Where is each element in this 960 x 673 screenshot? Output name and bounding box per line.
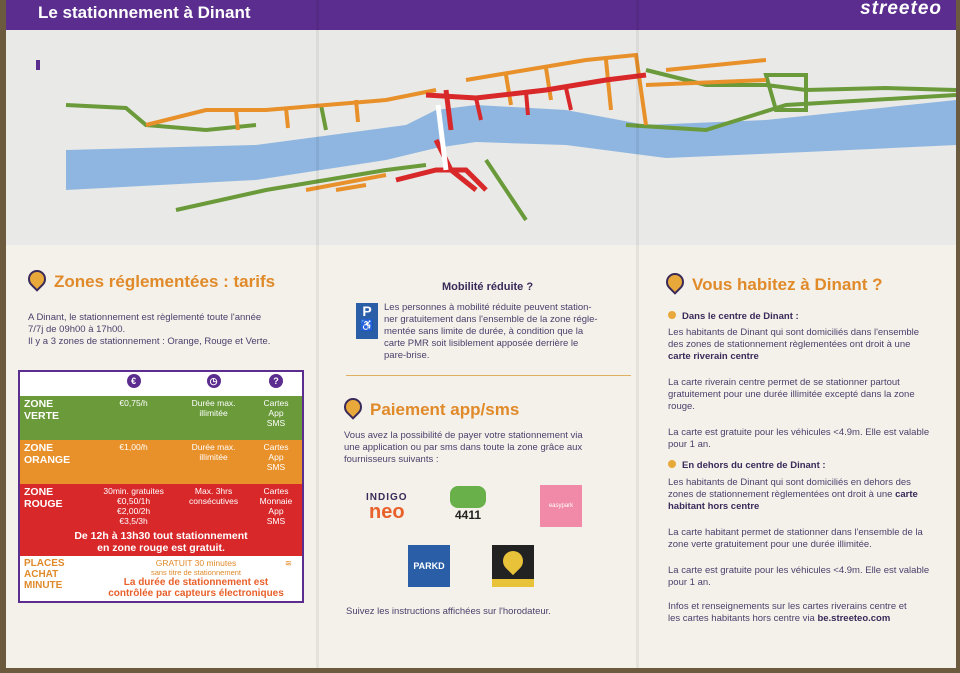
payment-method: Cartes: [263, 442, 289, 452]
zone-price: 30min. gratuites: [103, 486, 164, 496]
paiement-text: [344, 430, 629, 466]
habitez-hors-text: [668, 477, 956, 625]
mobilite-line: Les personnes à mobilité réduite peuvent station-: [384, 302, 592, 313]
places-free-sub: sans titre de stationnement: [150, 568, 242, 577]
mobilite-line: mentée sans limite de durée, à condition que la: [384, 326, 584, 337]
rouge-note: en zone rouge est gratuit.: [97, 542, 225, 554]
zone-price: €2,00/2h: [117, 506, 151, 516]
places-note: La durée de stationnement est: [123, 577, 269, 588]
habitez-line: La carte habitant permet de stationner dans l'ensemble de la: [668, 527, 923, 538]
zone-price: €0,75/h: [119, 398, 148, 408]
zone-duration: Durée max.: [191, 442, 236, 452]
intro-line: 7/7j de 09h00 à 17h00.: [28, 324, 126, 335]
habitez-line: Les habitants de Dinant qui sont domiciliés dans l'ensemble: [668, 327, 920, 338]
places-achat-row: [19, 556, 303, 602]
wifi-sensor-icon: ≋: [284, 558, 292, 568]
sub-title: En dehors du centre de Dinant :: [682, 460, 826, 471]
zone-price: €1,00/h: [119, 442, 148, 452]
paiement-title: Paiement app/sms: [370, 400, 520, 419]
indigo-neo-logo: [366, 492, 408, 521]
payment-method: SMS: [266, 418, 286, 428]
4411-code: 4411: [454, 508, 482, 522]
payment-method: App: [268, 452, 284, 462]
places-note: contrôlée par capteurs électroniques: [108, 588, 284, 599]
zone-label: ZONE: [24, 486, 54, 498]
places-free: GRATUIT 30 minutes: [155, 558, 237, 568]
zone-label: ORANGE: [24, 454, 71, 466]
tarifs-header: [19, 371, 303, 396]
habitez-sub-hors: [668, 460, 826, 471]
parking-zone-map: [6, 30, 956, 245]
brand-logo: streeteo: [860, 0, 942, 19]
question-icon: ?: [269, 374, 283, 388]
neo-text: neo: [369, 501, 405, 523]
carte-habitant: carte: [895, 489, 918, 500]
habitez-line: pour 1 an.: [668, 577, 711, 588]
paiement-line: une application ou par sms dans toute la zone grâce aux: [344, 442, 583, 453]
paiement-heading: [344, 398, 519, 420]
zone-rouge-note-row: [19, 528, 303, 556]
habitez-line: La carte est gratuite pour les véhicules <4.9m. Elle est valable: [668, 565, 930, 576]
habitez-line: Les habitants de Dinant qui sont domiciliés en dehors des: [668, 477, 911, 488]
habitez-heading: [666, 273, 882, 295]
zone-duration: illimitée: [199, 408, 228, 418]
mobilite-title: Mobilité réduite ?: [442, 281, 534, 293]
payment-method: SMS: [266, 516, 286, 526]
intro-line: A Dinant, le stationnement est règlementé toute l'année: [28, 312, 262, 323]
zone-label: VERTE: [24, 410, 60, 422]
zone-rouge-row: [19, 484, 303, 528]
habitez-line: les cartes habitants hors centre via: [668, 613, 815, 624]
mobilite-text: [384, 302, 634, 362]
zone-label: ZONE: [24, 398, 54, 410]
payment-method: Cartes: [263, 398, 289, 408]
payment-method: App: [268, 408, 284, 418]
habitez-line: gratuitement pour une durée illimitée excepté dans la zone: [668, 389, 915, 400]
easypark-logo: easypark: [540, 485, 582, 527]
clock-icon: ◷: [207, 374, 221, 388]
bullet-icon: [668, 311, 676, 319]
leaflet-title: Le stationnement à Dinant: [38, 3, 251, 22]
habitez-line: pour 1 an.: [668, 439, 711, 450]
mobilite-line: pare-brise.: [384, 350, 430, 361]
fold-line: [316, 0, 319, 668]
zones-intro: [28, 312, 308, 348]
fold-line: [636, 0, 639, 668]
habitez-line: des zones de stationnement règlementées ont droit à une: [668, 339, 911, 350]
bullet-icon: [668, 460, 676, 468]
places-label: MINUTE: [24, 580, 63, 591]
streeteo-website-link[interactable]: be.streeteo.com: [817, 613, 891, 624]
rouge-note: De 12h à 13h30 tout stationnement: [74, 530, 248, 542]
parking-pin-icon: [499, 547, 527, 575]
paiement-line: Vous avez la possibilité de payer votre stationnement via: [344, 430, 583, 441]
location-pin-icon: [662, 269, 687, 294]
payment-method: Cartes: [263, 486, 289, 496]
sub-title: Dans le centre de Dinant :: [682, 311, 799, 322]
parkd-logo: PARKD: [408, 545, 450, 587]
habitez-line: zones de stationnement règlementées ont droit à une: [668, 489, 893, 500]
location-pin-icon: [340, 394, 365, 419]
zone-label: ROUGE: [24, 498, 63, 510]
places-label: PLACES: [24, 558, 65, 569]
zone-duration: Max. 3hrs: [194, 486, 233, 496]
zone-duration: Durée max.: [191, 398, 236, 408]
habitez-line: zone verte gratuitement pour une durée illimitée.: [668, 539, 872, 550]
zone-price: €0,50/1h: [117, 496, 151, 506]
mobilite-line: ner gratuitement dans l'ensemble de la zone régle-: [384, 314, 598, 325]
payment-method: Monnaie: [259, 496, 293, 506]
divider: [346, 375, 631, 376]
zone-label: ZONE: [24, 442, 54, 454]
carte-riverain-centre: carte riverain centre: [668, 351, 759, 362]
tarifs-table: [18, 370, 304, 603]
habitez-centre-text: [668, 327, 953, 451]
payment-method: SMS: [266, 462, 286, 472]
carte-habitant-hors-centre: habitant hors centre: [668, 501, 760, 512]
location-pin-icon: [24, 266, 49, 291]
indigo-text: INDIGO: [366, 492, 408, 503]
euro-icon: €: [127, 374, 141, 388]
habitez-sub-centre: [668, 311, 799, 322]
header-bar: [6, 0, 956, 30]
zone-duration: illimitée: [199, 452, 228, 462]
zones-heading: [28, 270, 275, 292]
intro-line: Il y a 3 zones de stationnement : Orange, Rouge et Verte.: [28, 336, 271, 347]
habitez-line: La carte riverain centre permet de se stationner partout: [668, 377, 900, 388]
payment-method: App: [268, 506, 284, 516]
leaflet-sheet: [6, 0, 956, 668]
zone-price: €3,5/3h: [119, 516, 148, 526]
4411-logo: [450, 486, 486, 522]
mobilite-line: carte PMR soit lisiblement apposée derrière le: [384, 338, 579, 349]
habitez-line: rouge.: [668, 401, 695, 412]
habitez-line: Infos et renseignements sur les cartes riverains centre et: [668, 601, 907, 612]
4411-mascot-icon: [450, 486, 486, 508]
paiement-footer: Suivez les instructions affichées sur l'horodateur.: [346, 606, 551, 617]
zone-verte-row: [19, 396, 303, 440]
accessible-parking-icon: P ♿: [356, 303, 378, 339]
places-label: ACHAT: [24, 569, 59, 580]
habitez-title: Vous habitez à Dinant ?: [692, 275, 883, 294]
parking-pin-logo: [492, 545, 534, 587]
zone-duration: consécutives: [189, 496, 239, 506]
paiement-line: fournisseurs suivants :: [344, 454, 439, 465]
habitez-line: La carte est gratuite pour les véhicules <4.9m. Elle est valable: [668, 427, 930, 438]
zones-title: Zones réglementées : tarifs: [54, 272, 276, 291]
zone-orange-row: [19, 440, 303, 484]
